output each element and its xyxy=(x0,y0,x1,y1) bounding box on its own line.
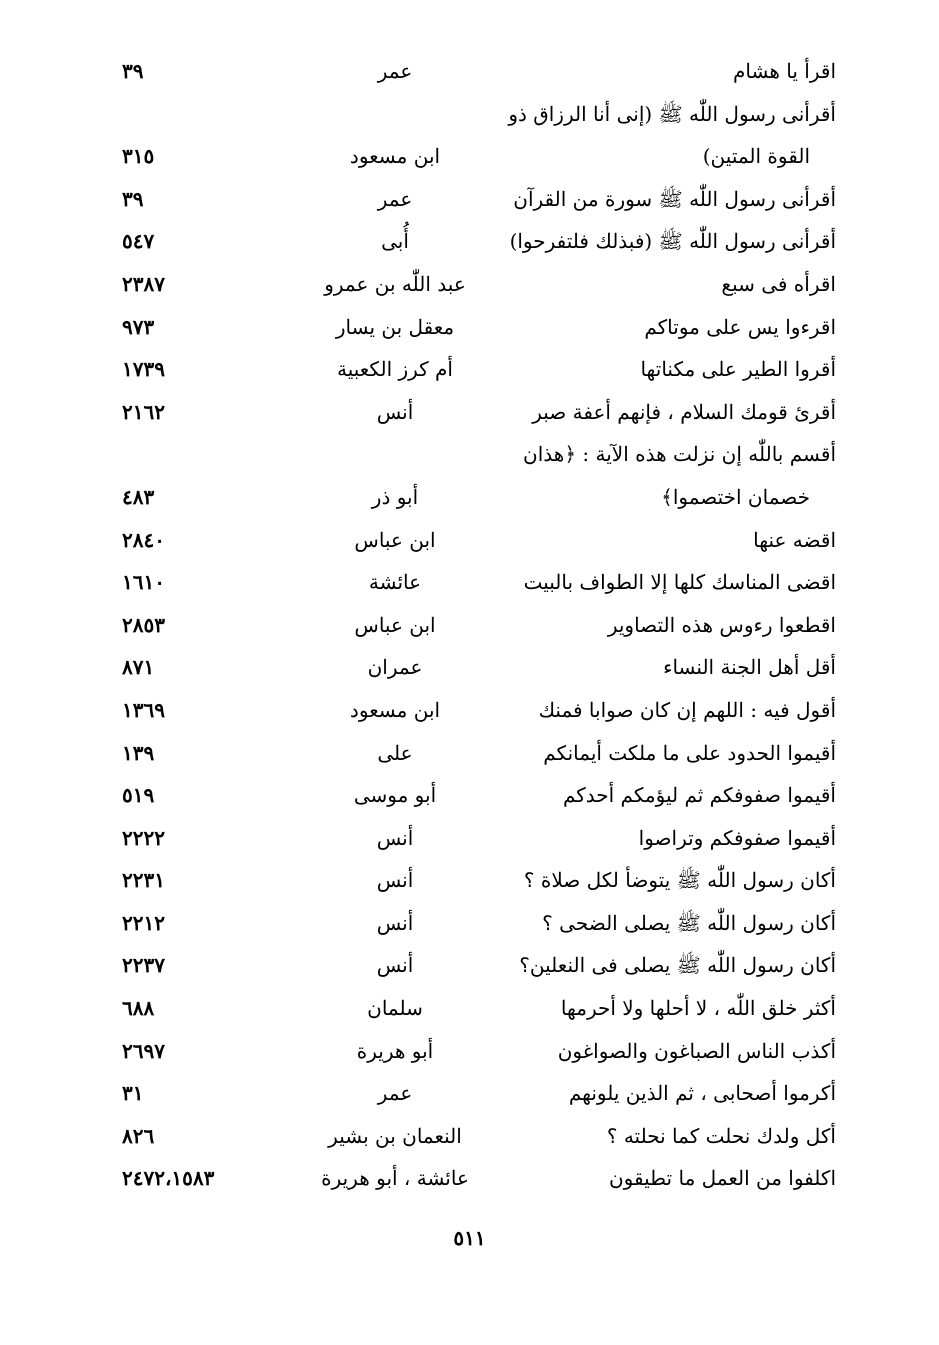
narrator-name: معقل بن يسار xyxy=(335,314,455,339)
narrator-name: ابن مسعود xyxy=(349,144,441,169)
page-number: ٥١١ xyxy=(453,1226,486,1250)
narrator-name: على xyxy=(377,740,413,765)
hadith-index-list xyxy=(110,50,836,1200)
narrator-name: ابن مسعود xyxy=(349,697,441,722)
hadith-number: ١٣٦٩ xyxy=(122,697,165,722)
narrator-name: أبو هريرة xyxy=(356,1038,434,1063)
narrator-name: سلمان xyxy=(367,996,423,1021)
hadith-number: ٢٢١٢ xyxy=(122,910,165,935)
index-row xyxy=(110,944,836,987)
hadith-text: أقيموا صفوفكم وتراصوا xyxy=(638,825,836,850)
index-row xyxy=(110,561,836,604)
hadith-text: اقرأ يا هشام xyxy=(733,59,836,83)
hadith-text: أقيموا صفوفكم ثم ليؤمكم أحدكم xyxy=(562,783,836,808)
hadith-text: اكلفوا من العمل ما تطيقون xyxy=(608,1166,836,1191)
hadith-number: ٣١٥ xyxy=(122,144,155,169)
narrator-name: أنس xyxy=(376,953,414,978)
hadith-number: ٩٧٣ xyxy=(122,314,155,339)
hadith-text: اقطعوا رءوس هذه التصاوير xyxy=(607,612,836,637)
hadith-text: أكان رسول اللّٰه ﷺ يصلى فى النعلين؟ xyxy=(519,953,836,978)
hadith-number: ٦٨٨ xyxy=(122,996,155,1021)
narrator-name: عمر xyxy=(377,186,413,211)
narrator-name: عمر xyxy=(377,59,413,83)
hadith-number: ٢٨٥٣ xyxy=(122,612,165,637)
hadith-number: ٢١٦٢ xyxy=(122,399,165,424)
hadith-text: أقيموا الحدود على ما ملكت أيمانكم xyxy=(543,740,836,765)
hadith-number: ٢٨٤٠ xyxy=(122,527,165,552)
hadith-text: أقرأنى رسول اللّٰه ﷺ (إنى أنا الرزاق ذو xyxy=(508,101,836,126)
hadith-number: ٢٤٧٢،١٥٨٣ xyxy=(122,1166,215,1191)
narrator-name: عمر xyxy=(377,1081,413,1106)
hadith-number: ٢٦٩٧ xyxy=(122,1038,165,1063)
index-row xyxy=(110,689,836,732)
hadith-text: أكان رسول اللّٰه ﷺ يتوضأ لكل صلاة ؟ xyxy=(523,868,836,893)
hadith-text: أكل ولدك نحلت كما نحلته ؟ xyxy=(606,1123,836,1148)
hadith-text: أقرأنى رسول اللّٰه ﷺ سورة من القرآن xyxy=(513,186,836,211)
hadith-text: أقرئ قومك السلام ، فإنهم أعفة صبر xyxy=(532,399,836,424)
index-row xyxy=(110,817,836,860)
hadith-text: أقرأنى رسول اللّٰه ﷺ (فبذلك فلتفرحوا) xyxy=(509,229,836,254)
hadith-number: ١٣٩ xyxy=(122,740,155,765)
hadith-text: اقرأه فى سبع xyxy=(721,271,836,296)
hadith-number: ٤٨٣ xyxy=(122,484,155,509)
hadith-number: ٣١ xyxy=(122,1081,144,1106)
hadith-text: أكذب الناس الصباغون والصواغون xyxy=(557,1038,836,1063)
index-row xyxy=(110,476,836,519)
hadith-text: أقروا الطير على مكناتها xyxy=(640,357,836,382)
narrator-name: عائشة ، أبو هريرة xyxy=(321,1166,469,1191)
hadith-number: ١٧٣٩ xyxy=(122,357,165,382)
index-row xyxy=(110,646,836,689)
hadith-number: ٥١٩ xyxy=(122,783,155,808)
index-row xyxy=(110,348,836,391)
index-row xyxy=(110,50,836,93)
narrator-name: ابن عباس xyxy=(354,612,436,637)
hadith-number: ٣٩ xyxy=(122,59,144,83)
hadith-number: ٨٧١ xyxy=(122,655,155,680)
narrator-name: أنس xyxy=(376,910,414,935)
hadith-number: ٢٣٨٧ xyxy=(122,271,165,296)
hadith-number: ١٦١٠ xyxy=(122,570,165,595)
narrator-name: عائشة xyxy=(368,570,422,595)
hadith-number: ٣٩ xyxy=(122,186,144,211)
narrator-name: النعمان بن بشير xyxy=(328,1123,462,1148)
index-row xyxy=(110,774,836,817)
index-row xyxy=(110,604,836,647)
narrator-name: أبو موسى xyxy=(353,783,437,808)
index-row xyxy=(110,93,836,136)
narrator-name: ابن عباس xyxy=(354,527,436,552)
index-row xyxy=(110,263,836,306)
narrator-name: أُبى xyxy=(381,229,409,254)
index-row xyxy=(110,135,836,178)
narrator-name: أنس xyxy=(376,868,414,893)
hadith-text: القوة المتين) xyxy=(702,144,810,169)
index-row xyxy=(110,859,836,902)
narrator-name: عبد اللّٰه بن عمرو xyxy=(324,271,466,296)
index-row xyxy=(110,1115,836,1158)
hadith-text: أقسم باللّٰه إن نزلت هذه الآية : ﴿هذان xyxy=(523,442,836,467)
hadith-text: أكان رسول اللّٰه ﷺ يصلى الضحى ؟ xyxy=(542,910,836,935)
index-row xyxy=(110,220,836,263)
index-row xyxy=(110,433,836,476)
hadith-text: اقرءوا يس على موتاكم xyxy=(644,314,836,339)
index-row xyxy=(110,732,836,775)
hadith-text: أقول فيه : اللهم إن كان صوابا فمنك xyxy=(538,697,836,722)
hadith-text: اقضى المناسك كلها إلا الطواف بالبيت xyxy=(523,570,836,595)
index-row xyxy=(110,1072,836,1115)
index-row xyxy=(110,306,836,349)
hadith-text: خصمان اختصموا﴾ xyxy=(661,484,810,509)
narrator-name: عمران xyxy=(367,655,423,680)
narrator-name: أنس xyxy=(376,399,414,424)
index-row xyxy=(110,519,836,562)
narrator-name: أبو ذر xyxy=(371,484,419,509)
hadith-number: ٢٢٣١ xyxy=(122,868,165,893)
hadith-number: ٨٢٦ xyxy=(122,1123,155,1148)
hadith-text: أكثر خلق اللّٰه ، لا أحلها ولا أحرمها xyxy=(560,996,836,1021)
index-row xyxy=(110,178,836,221)
hadith-number: ٢٢٢٢ xyxy=(122,825,165,850)
index-row xyxy=(110,902,836,945)
hadith-text: أكرموا أصحابى ، ثم الذين يلونهم xyxy=(568,1081,836,1106)
index-row xyxy=(110,1157,836,1200)
narrator-name: أنس xyxy=(376,825,414,850)
narrator-name: أم كرز الكعبية xyxy=(336,357,453,382)
hadith-text: أقل أهل الجنة النساء xyxy=(663,655,836,680)
hadith-number: ٥٤٧ xyxy=(122,229,155,254)
hadith-number: ٢٢٣٧ xyxy=(122,953,165,978)
index-row xyxy=(110,391,836,434)
index-row xyxy=(110,987,836,1030)
index-row xyxy=(110,1030,836,1073)
hadith-text: اقضه عنها xyxy=(753,527,836,552)
